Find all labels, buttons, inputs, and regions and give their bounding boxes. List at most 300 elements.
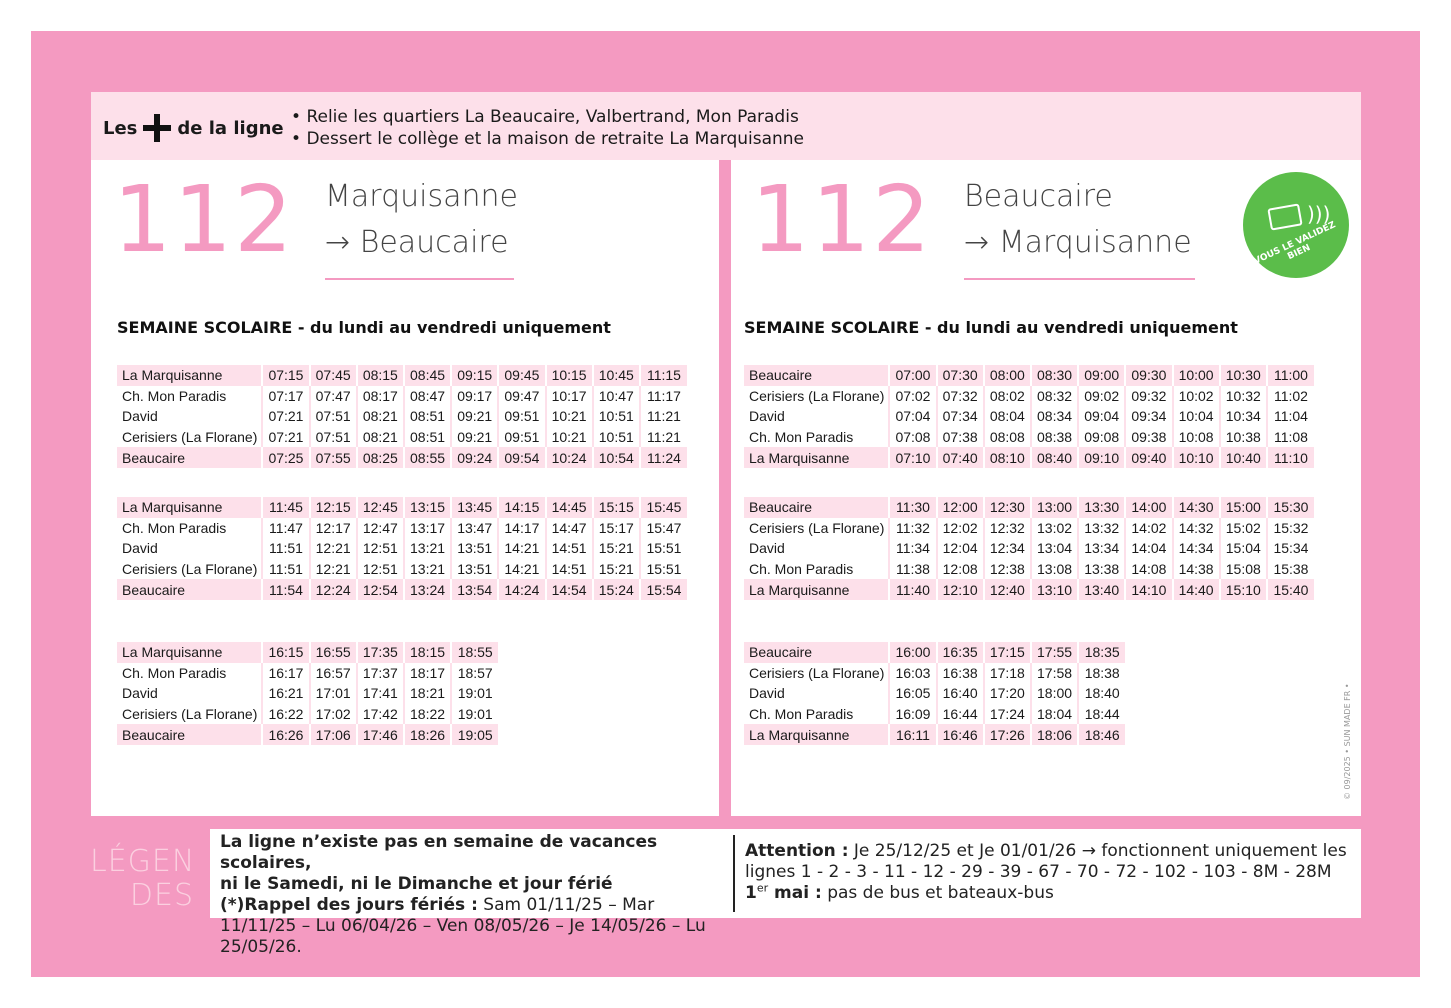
timetable-row bbox=[744, 538, 1314, 559]
timetable-row bbox=[744, 642, 1125, 663]
departure-time: 18:26 bbox=[404, 724, 451, 745]
departure-time: 12:51 bbox=[357, 559, 404, 580]
departure-time: 12:38 bbox=[984, 559, 1031, 580]
holidays-label: (*)Rappel des jours fériés : bbox=[220, 895, 478, 915]
departure-time: 12:34 bbox=[984, 538, 1031, 559]
departure-time: 16:22 bbox=[262, 704, 309, 725]
departure-time: 14:15 bbox=[498, 497, 545, 518]
timetable-block bbox=[117, 642, 498, 745]
departure-time: 14:04 bbox=[1125, 538, 1172, 559]
departure-time: 07:25 bbox=[262, 447, 309, 468]
departure-time: 18:38 bbox=[1078, 663, 1125, 684]
departure-time: 13:32 bbox=[1078, 518, 1125, 539]
timetable-row bbox=[117, 497, 687, 518]
departure-time: 15:02 bbox=[1220, 518, 1267, 539]
departure-time: 08:30 bbox=[1031, 365, 1078, 386]
stop-name: Ch. Mon Paradis bbox=[122, 387, 227, 404]
departure-time: 16:00 bbox=[889, 642, 936, 663]
stop-name: Beaucaire bbox=[744, 642, 889, 663]
stop-name: La Marquisanne bbox=[744, 579, 889, 600]
departure-time: 18:00 bbox=[1031, 683, 1078, 704]
credit-text: © 09/2025 • SUN MADE FR • bbox=[1343, 683, 1352, 800]
stop-name: La Marquisanne bbox=[744, 447, 889, 468]
timetable-row bbox=[117, 663, 498, 684]
timetable-row bbox=[744, 683, 1125, 704]
departure-time: 13:30 bbox=[1078, 497, 1125, 518]
de-la-ligne-label: de la ligne bbox=[177, 117, 284, 139]
departure-time: 14:51 bbox=[546, 559, 593, 580]
stop-name: David bbox=[122, 540, 158, 557]
departure-time: 12:04 bbox=[937, 538, 984, 559]
departure-time: 10:40 bbox=[1220, 447, 1267, 468]
departure-time: 11:32 bbox=[889, 518, 936, 539]
departure-time: 11:38 bbox=[889, 559, 936, 580]
timetable-block bbox=[744, 365, 1314, 468]
departure-time: 15:38 bbox=[1267, 559, 1314, 580]
timetable-row bbox=[117, 447, 687, 468]
timetable-row bbox=[744, 406, 1314, 427]
departure-time: 14:45 bbox=[546, 497, 593, 518]
departure-time: 12:51 bbox=[357, 538, 404, 559]
departure-time: 07:51 bbox=[310, 406, 357, 427]
departure-time: 15:04 bbox=[1220, 538, 1267, 559]
legend-title bbox=[90, 845, 194, 913]
stop-name: Ch. Mon Paradis bbox=[122, 664, 227, 681]
stop-name: Cerisiers (La Florane) bbox=[122, 561, 258, 578]
departure-time: 08:04 bbox=[984, 406, 1031, 427]
departure-time: 10:15 bbox=[546, 365, 593, 386]
timetable-block bbox=[117, 497, 687, 600]
departure-time: 09:32 bbox=[1125, 386, 1172, 407]
departure-time: 13:04 bbox=[1031, 538, 1078, 559]
departure-time: 11:17 bbox=[640, 386, 687, 407]
departure-time: 07:17 bbox=[262, 386, 309, 407]
legend-title-line: DES bbox=[129, 878, 194, 913]
departure-time: 10:21 bbox=[546, 406, 593, 427]
timetable-row bbox=[744, 579, 1314, 600]
departure-time: 07:21 bbox=[262, 406, 309, 427]
departure-time: 17:06 bbox=[310, 724, 357, 745]
departure-time: 16:11 bbox=[889, 724, 936, 745]
departure-time: 09:15 bbox=[451, 365, 498, 386]
departure-time: 16:17 bbox=[262, 663, 309, 684]
stop-name: Ch. Mon Paradis bbox=[749, 706, 854, 723]
departure-time: 11:54 bbox=[262, 579, 309, 600]
departure-time: 08:25 bbox=[357, 447, 404, 468]
departure-time: 12:30 bbox=[984, 497, 1031, 518]
departure-time: 11:00 bbox=[1267, 365, 1314, 386]
departure-time: 12:32 bbox=[984, 518, 1031, 539]
departure-time: 13:21 bbox=[404, 559, 451, 580]
departure-time: 17:26 bbox=[984, 724, 1031, 745]
departure-time: 08:32 bbox=[1031, 386, 1078, 407]
departure-time: 09:00 bbox=[1078, 365, 1125, 386]
card-icon bbox=[1267, 203, 1302, 230]
departure-time: 16:38 bbox=[937, 663, 984, 684]
stop-name: David bbox=[122, 408, 158, 425]
stop-name: Beaucaire bbox=[117, 447, 262, 468]
stop-name: Cerisiers (La Florane) bbox=[122, 429, 258, 446]
departure-time: 13:00 bbox=[1031, 497, 1078, 518]
departure-time: 14:10 bbox=[1125, 579, 1172, 600]
departure-time: 14:47 bbox=[546, 518, 593, 539]
departure-time: 17:24 bbox=[984, 704, 1031, 725]
departure-time: 13:08 bbox=[1031, 559, 1078, 580]
timetable-row bbox=[117, 538, 687, 559]
direction-title bbox=[325, 174, 518, 266]
les-plus-heading bbox=[103, 114, 284, 142]
may-first-num: 1 bbox=[745, 883, 757, 903]
departure-time: 08:21 bbox=[357, 427, 404, 448]
arrow-right-icon: → bbox=[325, 225, 351, 260]
departure-time: 14:02 bbox=[1125, 518, 1172, 539]
stop-name: Cerisiers (La Florane) bbox=[749, 387, 885, 404]
departure-time: 10:32 bbox=[1220, 386, 1267, 407]
departure-time: 12:00 bbox=[937, 497, 984, 518]
departure-time: 13:34 bbox=[1078, 538, 1125, 559]
stop-name: La Marquisanne bbox=[117, 365, 262, 386]
departure-time: 14:32 bbox=[1173, 518, 1220, 539]
departure-time: 07:38 bbox=[937, 427, 984, 448]
departure-time: 11:04 bbox=[1267, 406, 1314, 427]
departure-time: 17:42 bbox=[357, 704, 404, 725]
stop-name: Cerisiers (La Florane) bbox=[749, 519, 885, 536]
timetable-row bbox=[117, 386, 687, 407]
departure-time: 11:08 bbox=[1267, 427, 1314, 448]
legend-title-line: LÉGEN bbox=[90, 844, 196, 879]
attention-label: Attention : bbox=[745, 841, 849, 861]
timetable-row bbox=[744, 518, 1314, 539]
departure-time: 17:58 bbox=[1031, 663, 1078, 684]
departure-time: 15:21 bbox=[593, 538, 640, 559]
departure-time: 15:51 bbox=[640, 538, 687, 559]
timetable-block bbox=[117, 365, 687, 468]
departure-time: 09:02 bbox=[1078, 386, 1125, 407]
departure-time: 13:02 bbox=[1031, 518, 1078, 539]
departure-time: 09:10 bbox=[1078, 447, 1125, 468]
departure-time: 11:15 bbox=[640, 365, 687, 386]
departure-time: 18:15 bbox=[404, 642, 451, 663]
timetable-row bbox=[744, 663, 1125, 684]
no-service-line2: ni le Samedi, ni le Dimanche et jour férié bbox=[220, 874, 613, 894]
departure-time: 08:51 bbox=[404, 406, 451, 427]
stop-name: Beaucaire bbox=[744, 497, 889, 518]
departure-time: 07:21 bbox=[262, 427, 309, 448]
departure-time: 14:17 bbox=[498, 518, 545, 539]
direction-from: Beaucaire bbox=[964, 179, 1113, 214]
departure-time: 14:21 bbox=[498, 538, 545, 559]
timetable-block bbox=[744, 497, 1314, 600]
timetable-row bbox=[117, 406, 687, 427]
departure-time: 18:21 bbox=[404, 683, 451, 704]
timetable-row bbox=[117, 427, 687, 448]
stop-name: La Marquisanne bbox=[117, 642, 262, 663]
departure-time: 13:47 bbox=[451, 518, 498, 539]
departure-time: 07:40 bbox=[937, 447, 984, 468]
departure-time: 11:10 bbox=[1267, 447, 1314, 468]
departure-time: 15:10 bbox=[1220, 579, 1267, 600]
holidays-list: Sam 01/11/25 – Mar 11/11/25 – Lu 06/04/26 – Ven 08/05/26 – Je 14/05/26 – Lu 25/05/26. bbox=[220, 895, 706, 957]
departure-time: 11:51 bbox=[262, 559, 309, 580]
departure-time: 07:47 bbox=[310, 386, 357, 407]
departure-time: 09:38 bbox=[1125, 427, 1172, 448]
departure-time: 10:08 bbox=[1173, 427, 1220, 448]
departure-time: 14:21 bbox=[498, 559, 545, 580]
direction-from: Marquisanne bbox=[325, 179, 518, 214]
departure-time: 13:54 bbox=[451, 579, 498, 600]
departure-time: 09:51 bbox=[498, 427, 545, 448]
departure-time: 16:05 bbox=[889, 683, 936, 704]
timetable-row bbox=[117, 579, 687, 600]
departure-time: 16:55 bbox=[310, 642, 357, 663]
stop-name: David bbox=[749, 408, 785, 425]
departure-time: 10:34 bbox=[1220, 406, 1267, 427]
departure-time: 09:21 bbox=[451, 406, 498, 427]
departure-time: 10:02 bbox=[1173, 386, 1220, 407]
timetable-row bbox=[117, 642, 498, 663]
departure-time: 17:15 bbox=[984, 642, 1031, 663]
departure-time: 11:47 bbox=[262, 518, 309, 539]
departure-time: 07:10 bbox=[889, 447, 936, 468]
departure-time: 16:21 bbox=[262, 683, 309, 704]
timetable-row bbox=[117, 683, 498, 704]
departure-time: 10:54 bbox=[593, 447, 640, 468]
stop-name: Ch. Mon Paradis bbox=[122, 519, 227, 536]
departure-time: 14:08 bbox=[1125, 559, 1172, 580]
timetable-row bbox=[117, 724, 498, 745]
departure-time: 14:51 bbox=[546, 538, 593, 559]
departure-time: 18:06 bbox=[1031, 724, 1078, 745]
departure-time: 10:00 bbox=[1173, 365, 1220, 386]
title-underline bbox=[964, 278, 1195, 280]
departure-time: 13:10 bbox=[1031, 579, 1078, 600]
timetable-row bbox=[117, 518, 687, 539]
timetable-block bbox=[744, 642, 1125, 745]
departure-time: 08:21 bbox=[357, 406, 404, 427]
departure-time: 13:21 bbox=[404, 538, 451, 559]
departure-time: 13:38 bbox=[1078, 559, 1125, 580]
departure-time: 16:44 bbox=[937, 704, 984, 725]
departure-time: 08:15 bbox=[357, 365, 404, 386]
title-underline bbox=[325, 278, 514, 280]
departure-time: 15:54 bbox=[640, 579, 687, 600]
departure-time: 08:51 bbox=[404, 427, 451, 448]
departure-time: 15:45 bbox=[640, 497, 687, 518]
departure-time: 15:30 bbox=[1267, 497, 1314, 518]
departure-time: 15:32 bbox=[1267, 518, 1314, 539]
departure-time: 07:32 bbox=[937, 386, 984, 407]
departure-time: 15:40 bbox=[1267, 579, 1314, 600]
stop-name: Cerisiers (La Florane) bbox=[122, 706, 258, 723]
departure-time: 17:02 bbox=[310, 704, 357, 725]
badge-text: VOUS LE VALIDEZ BIEN bbox=[1252, 220, 1338, 267]
departure-time: 07:51 bbox=[310, 427, 357, 448]
arrow-right-icon: → bbox=[964, 225, 990, 260]
departure-time: 08:02 bbox=[984, 386, 1031, 407]
departure-time: 11:40 bbox=[889, 579, 936, 600]
departure-time: 16:57 bbox=[310, 663, 357, 684]
direction-to: Beaucaire bbox=[359, 225, 509, 260]
departure-time: 10:51 bbox=[593, 427, 640, 448]
highlight-item: • Relie les quartiers La Beaucaire, Valbertrand, Mon Paradis bbox=[291, 106, 804, 128]
legend-divider bbox=[733, 835, 735, 912]
departure-time: 18:35 bbox=[1078, 642, 1125, 663]
attention-text: Je 25/12/25 et Je 01/01/26 → fonctionnent uniquement les lignes 1 - 2 - 3 - 11 - 12 - 29 - 39 - 67 - 70 - 72 - 102 - 103 - 8M - 28M bbox=[745, 841, 1347, 882]
stop-name: Beaucaire bbox=[117, 579, 262, 600]
departure-time: 08:55 bbox=[404, 447, 451, 468]
stop-name: Beaucaire bbox=[117, 724, 262, 745]
departure-time: 08:10 bbox=[984, 447, 1031, 468]
timetable-row bbox=[744, 704, 1125, 725]
departure-time: 18:22 bbox=[404, 704, 451, 725]
contactless-icon: ))) bbox=[1307, 202, 1331, 226]
departure-time: 07:02 bbox=[889, 386, 936, 407]
departure-time: 07:08 bbox=[889, 427, 936, 448]
no-service-line1: La ligne n’existe pas en semaine de vacances scolaires, bbox=[220, 832, 658, 873]
departure-time: 15:34 bbox=[1267, 538, 1314, 559]
timetable-row bbox=[744, 559, 1314, 580]
departure-time: 13:15 bbox=[404, 497, 451, 518]
departure-time: 17:01 bbox=[310, 683, 357, 704]
departure-time: 12:15 bbox=[310, 497, 357, 518]
departure-time: 10:21 bbox=[546, 427, 593, 448]
departure-time: 18:40 bbox=[1078, 683, 1125, 704]
stop-name: David bbox=[749, 540, 785, 557]
departure-time: 07:00 bbox=[889, 365, 936, 386]
departure-time: 14:24 bbox=[498, 579, 545, 600]
departure-time: 10:38 bbox=[1220, 427, 1267, 448]
departure-time: 12:17 bbox=[310, 518, 357, 539]
departure-time: 09:17 bbox=[451, 386, 498, 407]
departure-time: 16:35 bbox=[937, 642, 984, 663]
departure-time: 10:17 bbox=[546, 386, 593, 407]
stop-name: La Marquisanne bbox=[744, 724, 889, 745]
departure-time: 10:04 bbox=[1173, 406, 1220, 427]
departure-time: 15:51 bbox=[640, 559, 687, 580]
plus-icon bbox=[143, 114, 171, 142]
stop-name: David bbox=[122, 685, 158, 702]
stop-name: David bbox=[749, 685, 785, 702]
validation-badge bbox=[1243, 172, 1349, 278]
departure-time: 09:08 bbox=[1078, 427, 1125, 448]
legend-service-notes bbox=[220, 832, 732, 958]
departure-time: 10:10 bbox=[1173, 447, 1220, 468]
departure-time: 09:30 bbox=[1125, 365, 1172, 386]
departure-time: 08:00 bbox=[984, 365, 1031, 386]
departure-time: 10:24 bbox=[546, 447, 593, 468]
departure-time: 14:34 bbox=[1173, 538, 1220, 559]
departure-time: 15:00 bbox=[1220, 497, 1267, 518]
stop-name: La Marquisanne bbox=[117, 497, 262, 518]
departure-time: 13:51 bbox=[451, 559, 498, 580]
period-heading: SEMAINE SCOLAIRE - du lundi au vendredi uniquement bbox=[744, 318, 1238, 337]
departure-time: 13:51 bbox=[451, 538, 498, 559]
departure-time: 09:54 bbox=[498, 447, 545, 468]
departure-time: 13:40 bbox=[1078, 579, 1125, 600]
departure-time: 08:38 bbox=[1031, 427, 1078, 448]
timetable-row bbox=[117, 704, 498, 725]
departure-time: 07:30 bbox=[937, 365, 984, 386]
departure-time: 12:54 bbox=[357, 579, 404, 600]
departure-time: 14:54 bbox=[546, 579, 593, 600]
departure-time: 09:21 bbox=[451, 427, 498, 448]
departure-time: 11:21 bbox=[640, 427, 687, 448]
line-number: 112 bbox=[751, 166, 933, 273]
departure-time: 16:26 bbox=[262, 724, 309, 745]
departure-time: 09:24 bbox=[451, 447, 498, 468]
stop-name: Beaucaire bbox=[744, 365, 889, 386]
departure-time: 11:02 bbox=[1267, 386, 1314, 407]
timetable-row bbox=[744, 724, 1125, 745]
timetable-row bbox=[744, 365, 1314, 386]
departure-time: 17:46 bbox=[357, 724, 404, 745]
departure-time: 18:55 bbox=[451, 642, 498, 663]
departure-time: 16:09 bbox=[889, 704, 936, 725]
stop-name: Cerisiers (La Florane) bbox=[749, 664, 885, 681]
line-number: 112 bbox=[113, 166, 295, 273]
departure-time: 12:40 bbox=[984, 579, 1031, 600]
departure-time: 15:24 bbox=[593, 579, 640, 600]
departure-time: 11:34 bbox=[889, 538, 936, 559]
departure-time: 16:46 bbox=[937, 724, 984, 745]
departure-time: 14:30 bbox=[1173, 497, 1220, 518]
direction-title bbox=[964, 174, 1192, 266]
highlight-item: • Dessert le collège et la maison de retraite La Marquisanne bbox=[291, 128, 804, 150]
direction-to: Marquisanne bbox=[998, 225, 1192, 260]
period-heading: SEMAINE SCOLAIRE - du lundi au vendredi uniquement bbox=[117, 318, 611, 337]
departure-time: 16:40 bbox=[937, 683, 984, 704]
departure-time: 12:10 bbox=[937, 579, 984, 600]
departure-time: 16:15 bbox=[262, 642, 309, 663]
departure-time: 09:51 bbox=[498, 406, 545, 427]
departure-time: 15:47 bbox=[640, 518, 687, 539]
departure-time: 10:45 bbox=[593, 365, 640, 386]
departure-time: 10:30 bbox=[1220, 365, 1267, 386]
departure-time: 15:08 bbox=[1220, 559, 1267, 580]
departure-time: 08:08 bbox=[984, 427, 1031, 448]
departure-time: 07:55 bbox=[310, 447, 357, 468]
departure-time: 15:15 bbox=[593, 497, 640, 518]
departure-time: 17:37 bbox=[357, 663, 404, 684]
departure-time: 17:35 bbox=[357, 642, 404, 663]
departure-time: 17:41 bbox=[357, 683, 404, 704]
departure-time: 18:57 bbox=[451, 663, 498, 684]
departure-time: 18:44 bbox=[1078, 704, 1125, 725]
may-first-sup: er bbox=[756, 881, 769, 895]
departure-time: 08:40 bbox=[1031, 447, 1078, 468]
line-highlights-banner bbox=[91, 92, 1361, 160]
departure-time: 18:04 bbox=[1031, 704, 1078, 725]
departure-time: 17:55 bbox=[1031, 642, 1078, 663]
departure-time: 12:08 bbox=[937, 559, 984, 580]
departure-time: 16:03 bbox=[889, 663, 936, 684]
departure-time: 19:01 bbox=[451, 683, 498, 704]
departure-time: 13:24 bbox=[404, 579, 451, 600]
departure-time: 11:51 bbox=[262, 538, 309, 559]
departure-time: 18:17 bbox=[404, 663, 451, 684]
departure-time: 07:34 bbox=[937, 406, 984, 427]
departure-time: 12:45 bbox=[357, 497, 404, 518]
departure-time: 12:47 bbox=[357, 518, 404, 539]
may-first-text: pas de bus et bateaux-bus bbox=[821, 883, 1054, 903]
timetable-row bbox=[117, 559, 687, 580]
highlights-list bbox=[291, 106, 804, 150]
departure-time: 10:47 bbox=[593, 386, 640, 407]
departure-time: 08:47 bbox=[404, 386, 451, 407]
timetable-row bbox=[117, 365, 687, 386]
timetable-row bbox=[744, 427, 1314, 448]
departure-time: 15:17 bbox=[593, 518, 640, 539]
